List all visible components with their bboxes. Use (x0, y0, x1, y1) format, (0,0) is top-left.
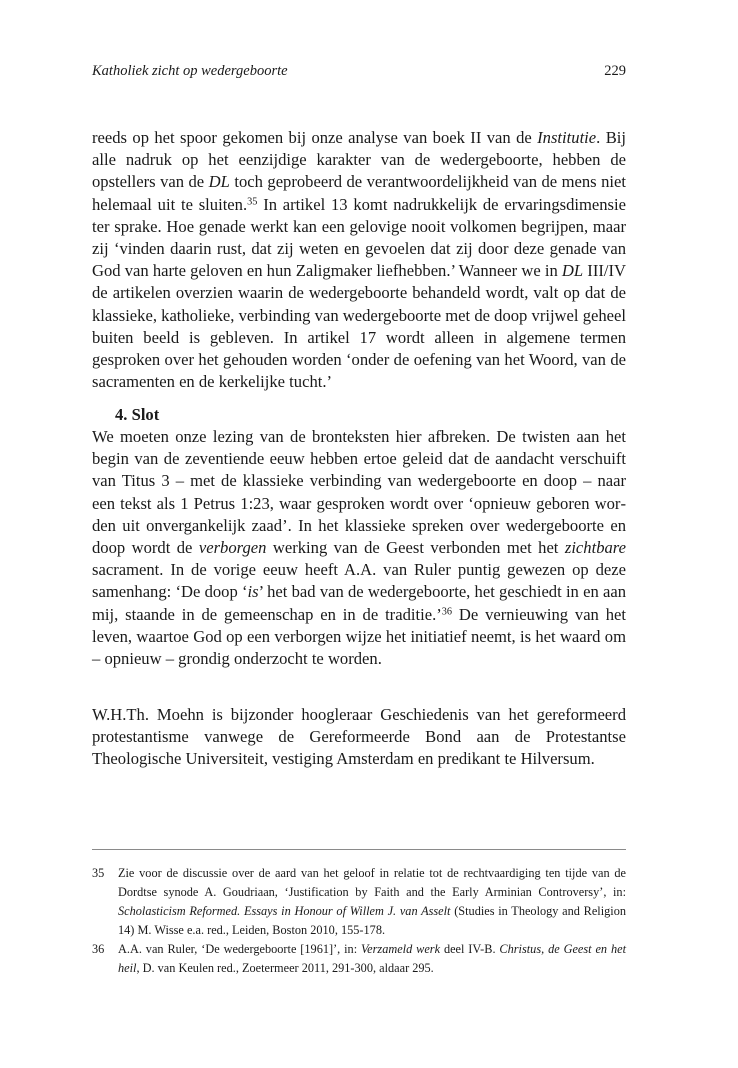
footnote-divider (92, 849, 626, 850)
text-run: toch geprobeerd de verantwoordelijkheid van de mens niet helemaal uit te sluiten. (92, 172, 626, 214)
italic-run: DL (561, 261, 584, 281)
italic-run: Scholasticism Reformed. Essays in Honour of Willem J. van Asselt (118, 904, 451, 918)
footnote-number: 35 (92, 866, 105, 880)
text-run: , D. van Keulen red., Zoetermeer 2011, 291-300, aldaar 295. (136, 961, 434, 975)
text-run: deel IV-B. (440, 942, 500, 956)
text-run: (Studies in Theology and Religion 14) M. Wisse e.a. red., Leiden, Boston 2010, 155-178. (118, 904, 626, 937)
footnote-35 (92, 864, 626, 940)
text-run: De vernieuwing van het leven, waartoe God op een verborgen wijze het initiatief neemt, is het waard om – opnieuw – grondig onderzocht te worden. (92, 604, 626, 669)
text-run: In artikel 13 komt nadrukkelijk de ervaringsdimensie ter sprake. Hoe genade werkt kan een gelovige nooit volkomen begrijpen, maar zij ‘vinden daarin rust, dat zij weten en gevoelen dat zij door deze genade van God van harte geloven en hun Zaligmaker liefhebben.’ Wanneer we in (92, 194, 626, 281)
footnote-ref-35[interactable]: 35 (247, 195, 258, 207)
italic-run: verborgen (198, 538, 267, 558)
running-head (92, 63, 626, 83)
italic-run: Christus, de Geest en het heil (118, 942, 626, 975)
running-title: Katholiek zicht op wedergeboorte (92, 63, 288, 79)
text-run: reeds op het spoor gekomen bij onze analyse van boek II van de (92, 128, 538, 147)
italic-run: Institutie (537, 128, 597, 147)
text-run: ’ het bad van de wedergeboorte, het geschiedt in en aan mij, staande in de gemeenschap en in de traditie.’ (92, 582, 626, 624)
footnotes (92, 864, 626, 978)
text-run: Zie voor de discussie over de aard van het geloof in relatie tot de rechtvaardiging ten tijde van de Dordtse synode A. Goudriaan, ‘Justification by Faith and the Early Arminian Controversy’, in: (118, 866, 626, 899)
text-run: . Bij alle nadruk op het eenzijdige karakter van de wedergeboorte, hebben de opstellers van de (92, 128, 626, 192)
footnote-number: 36 (92, 942, 105, 956)
text-run: III/IV de artikelen overzien waarin de wedergeboorte behandeld wordt, valt op dat de klassieke, katholieke, verbinding van wedergeboorte met de doop vrijwel geheel buiten beeld is gebleven. In artikel 17 wordt alleen in algemene termen gesproken over het gehouden worden ‘onder de oefening van het Woord, van de sacramenten en de kerkelijke tucht.’ (92, 261, 626, 392)
italic-run: Verzameld werk (361, 942, 441, 956)
footnote-36 (92, 940, 626, 978)
italic-run: is (247, 582, 259, 602)
text-run: We moeten onze lezing van de bronteksten hier afbreken. De twisten aan het begin van de zeventiende eeuw hebben ertoe geleid dat de aandacht verschuift van Titus 3 – met de klassieke verbinding van wedergeboorte en doop – naar een tekst als 1 Petrus 1:23, waar gesproken wordt over ‘opnieuw geboren worden uit onvergankelijk zaad’. In het klassieke spreken over wedergeboorte en doop wordt de (92, 427, 626, 558)
body-paragraph-1 (92, 127, 626, 393)
italic-run: DL (208, 172, 230, 192)
author-note (92, 704, 626, 771)
author-note-text: W.H.Th. Moehn is bijzonder hoogleraar Geschiedenis van het gereformeerd protestantisme vanwege de Gereformeerde Bond aan de Protestantse Theologische Universiteit, vestiging Amsterdam en predikant te Hilversum. (92, 705, 626, 769)
text-run: werking van de Geest verbonden met het (266, 538, 565, 558)
text-run: A.A. van Ruler, ‘De wedergeboorte [1961]’, in: (118, 942, 362, 956)
section-heading: 4. Slot (115, 405, 160, 424)
page-number: 229 (604, 63, 626, 79)
text-run: sacrament. In de vorige eeuw heeft A.A. van Ruler puntig gewezen op deze samenhang: ‘De doop ‘ (92, 560, 626, 602)
footnote-ref-36[interactable]: 36 (441, 605, 453, 617)
body-paragraph-2 (92, 426, 626, 670)
italic-run: zichtbare (564, 538, 626, 558)
